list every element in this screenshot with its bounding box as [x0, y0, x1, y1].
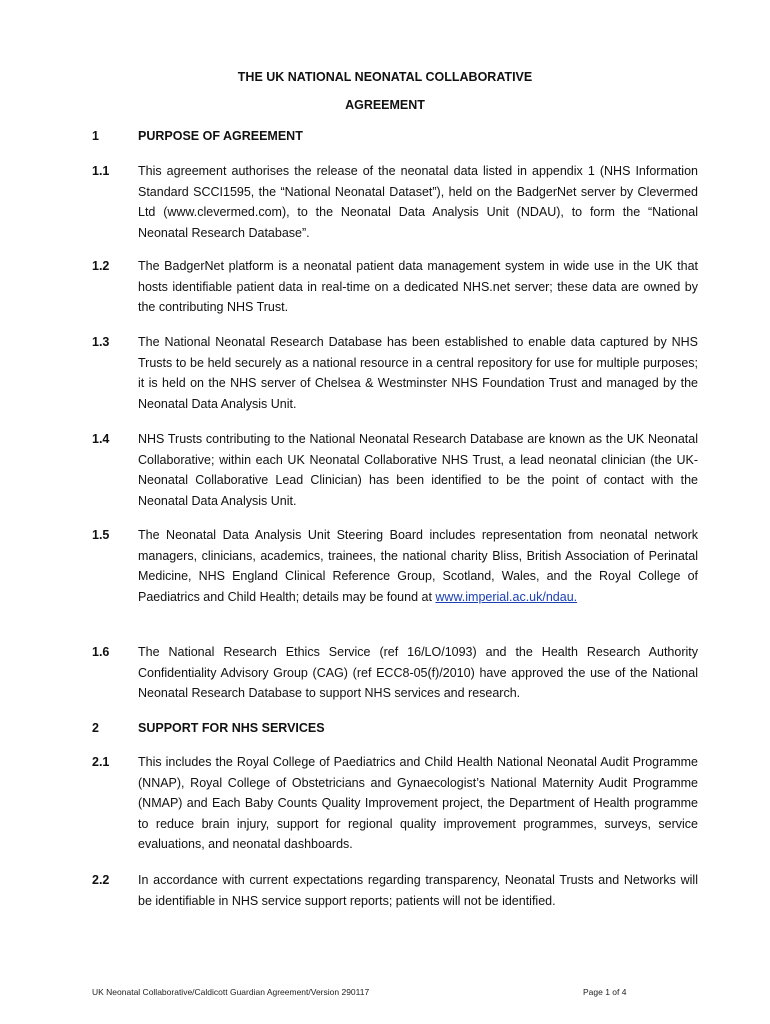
clause-1-2 [92, 256, 698, 318]
clause-number: 2.2 [92, 873, 110, 887]
ndau-website-link[interactable]: www.imperial.ac.uk/ndau. [435, 589, 578, 604]
clause-number: 1.4 [92, 432, 110, 446]
clause-number: 1.6 [92, 645, 110, 659]
clause-1-4 [92, 429, 698, 511]
clause-text: The BadgerNet platform is a neonatal patient data management system in wide use in the UK that hosts identifiable patient data in real-time on a dedicated NHS.net server; these data are owned by the contributing NHS Trust. [138, 259, 698, 315]
clause-1-5 [92, 525, 698, 607]
clause-body: The Neonatal Data Analysis Unit Steering Board includes representation from neonatal network managers, clinicians, academics, trainees, the national charity Bliss, British Association of Perinatal Medicine, NHS England Clinical Reference Group, Scotland, Wales, and the Royal College of Paediatrics and Child Health; details may be found at [138, 528, 698, 604]
clause-text: This agreement authorises the release of the neonatal data listed in appendix 1 (NHS Information Standard SCCI1595, the “National Neonatal Dataset”), held on the BadgerNet server by Clevermed Ltd (www.clevermed.com), to the Neonatal Data Analysis Unit (NDAU), to form the “National Neonatal Research Database”. [138, 164, 698, 240]
section-number: 1 [92, 129, 99, 143]
clause-text: The National Research Ethics Service (ref 16/LO/1093) and the Health Research Authority Confidentiality Advisory Group (CAG) (ref ECC8-05(f)/2010) have approved the use of the National Neonatal Research Database to support NHS services and research. [138, 645, 698, 701]
clause-text: In accordance with current expectations regarding transparency, Neonatal Trusts and Networks will be identifiable in NHS service support reports; patients will not be identified. [138, 873, 698, 908]
section-number: 2 [92, 721, 99, 735]
section-title: SUPPORT FOR NHS SERVICES [138, 721, 325, 735]
section-title: PURPOSE OF AGREEMENT [138, 129, 303, 143]
clause-2-1 [92, 752, 698, 855]
clause-number: 1.2 [92, 259, 110, 273]
clause-text: The National Neonatal Research Database has been established to enable data captured by NHS Trusts to be held securely as a national resource in a central repository for use for multiple purposes; it is held on the NHS server of Chelsea & Westminster NHS Foundation Trust and managed by the Neonatal Data Analysis Unit. [138, 335, 698, 411]
footer-version: UK Neonatal Collaborative/Caldicott Guardian Agreement/Version 290117 [92, 987, 370, 997]
clause-1-1 [92, 161, 698, 243]
clause-text: NHS Trusts contributing to the National Neonatal Research Database are known as the UK Neonatal Collaborative; within each UK Neonatal Collaborative NHS Trust, a lead neonatal clinician (the UK-Neonatal Collaborative Lead Clinician) has been identified to be the point of contact with the Neonatal Data Analysis Unit. [138, 432, 698, 508]
clause-number: 1.3 [92, 335, 110, 349]
clause-number: 1.5 [92, 528, 110, 542]
clause-number: 2.1 [92, 755, 110, 769]
clause-text: This includes the Royal College of Paediatrics and Child Health National Neonatal Audit Programme (NNAP), Royal College of Obstetricians and Gynaecologist’s National Maternity Audit Programme (NMAP) and Each Baby Counts Quality Improvement project, the Department of Health programme to reduce brain injury, support for regional quality improvement programmes, surveys, service evaluations, and neonatal dashboards. [138, 755, 698, 852]
clause-text [138, 525, 698, 607]
footer-page-number: Page 1 of 4 [583, 987, 627, 997]
clause-1-3 [92, 332, 698, 414]
clause-2-2 [92, 870, 698, 911]
clause-number: 1.1 [92, 164, 110, 178]
document-subtitle: AGREEMENT [345, 98, 425, 112]
clause-1-6 [92, 642, 698, 704]
document-title: THE UK NATIONAL NEONATAL COLLABORATIVE [237, 70, 533, 84]
